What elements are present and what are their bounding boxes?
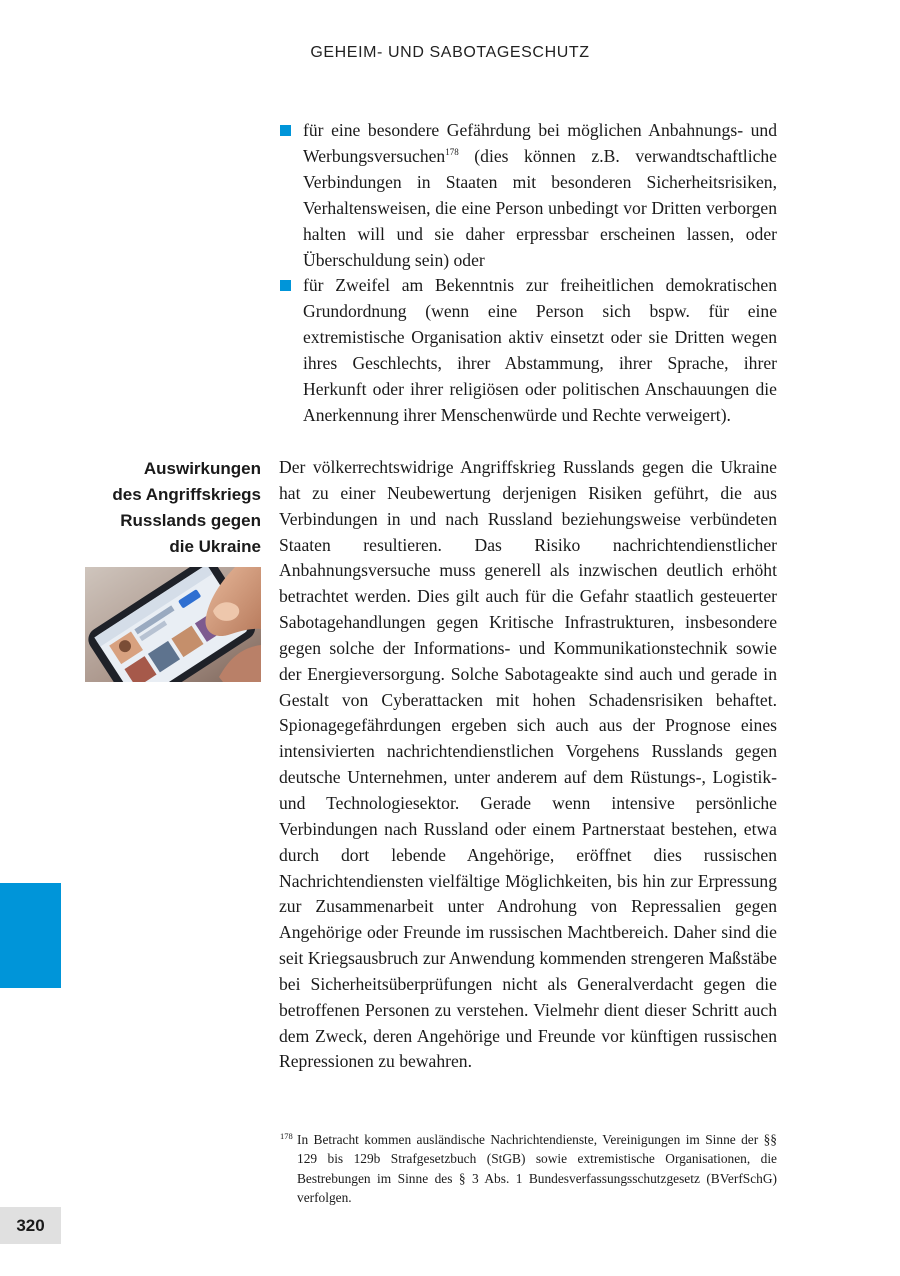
running-header: GEHEIM- UND SABOTAGESCHUTZ [310,44,590,61]
footnote [279,1130,777,1207]
criteria-bullet-list [279,118,777,429]
heading-line: Russlands gegen [120,511,261,530]
heading-line: des Angriffskriegs [112,485,261,504]
smartphone-photo [85,567,261,682]
bullet-text-part: (dies können z.B. verwandtschaftliche Verbindungen in Staaten mit besonderen Sicherheitsrisiken, Verhaltensweisen, die eine Person unbedingt vor Dritten verborgen halten will und sie daher erpressbar erscheinen lassen, oder Überschuldung sein) oder [303,145,777,270]
bullet-text: für Zweifel am Bekenntnis zur freiheitlichen demokratischen Grundordnung (wenn eine Person sich bspw. für eine extremistische Organisation aktiv einsetzt oder sie Dritten wegen ihres Geschlechts, ihrer Abstammung, ihrer Sprache, ihrer Herkunft oder ihrer religiösen oder politischen Anschauungen die Anerkennung ihrer Menschenwürde und Rechte verweigert). [303,275,777,425]
section-body-text: Der völkerrechtswidrige Angriffskrieg Russlands gegen die Ukraine hat zu einer Neubewertung derjenigen Risiken geführt, die aus Verbindungen in und nach Russland beziehungsweise verbündeten Staaten resultieren. Das Risiko nachrichtendienstlicher Anbahnungsversuche muss generell als inzwischen deutlich erhöht betrachtet werden. Dies gilt auch für die Gefahr staatlich gesteuerter Sabotagehandlungen gegen Kritische Infrastrukturen, insbesondere gegen solche der Informations- und Kommunikationstechnik sowie der Energieversorgung. Solche Sabotageakte sind auch und gerade in Gestalt von Cyberattacken mit hohen Schadensrisiken behaftet. Spionagegefährdungen ergeben sich auch aus der Prognose eines intensivierten nachrichtendienstlichen Vorgehens Russlands gegen deutsche Unternehmen, unter anderem auf dem Rüstungs-, Logistik- und Technologiesektor. Gerade wenn intensive persönliche Verbindungen nach Russland oder einem Partnerstaat bestehen, etwa durch dort lebende Angehörige, eröffnet dies russischen Nachrichtendiensten vielfältige Möglichkeiten, bis hin zur Erpressung zur Zusammenarbeit unter Androhung von Repressalien gegen Angehörige oder Freunde im russischen Machtbereich. Daher sind die seit Kriegsausbruch zur Anwendung kommenden strengeren Maßstäbe bei Sicherheitsüberprüfungen nicht als Generalverdacht gegen die betroffenen Personen zu verstehen. Vielmehr dient dieser Schritt auch dem Zweck, deren Angehörige und Freunde vor künftigen russischen Repressionen zu bewahren. [279,457,777,1072]
footnote-text: In Betracht kommen ausländische Nachrichtendienste, Vereinigungen im Sinne der §§ 129 bis 129b Strafgesetzbuch (StGB) sowie extremistische Organisationen, die Bestrebungen im Sinne des § 3 Abs. 1 Bundesverfassungsschutzgesetz (BVerfSchG) verfolgen. [297,1132,777,1205]
page-number: 320 [16,1216,45,1235]
chapter-color-tab [0,883,61,988]
square-bullet-icon [280,125,291,136]
square-bullet-icon [280,280,291,291]
bullet-text-part: für eine besondere Gefährdung bei möglichen Anbahnungs- und Werbungsversuchen [303,120,777,166]
heading-line: Auswirkungen [143,459,261,478]
footnote-reference[interactable]: 178 [445,146,459,157]
heading-line: die Ukraine [169,537,261,556]
page-number-box [0,1207,61,1244]
footnote-number: 178 [280,1131,293,1141]
bullet-item-zweifel [279,273,777,428]
section-margin-heading [85,456,261,560]
bullet-item-gefaehrdung [279,118,777,273]
